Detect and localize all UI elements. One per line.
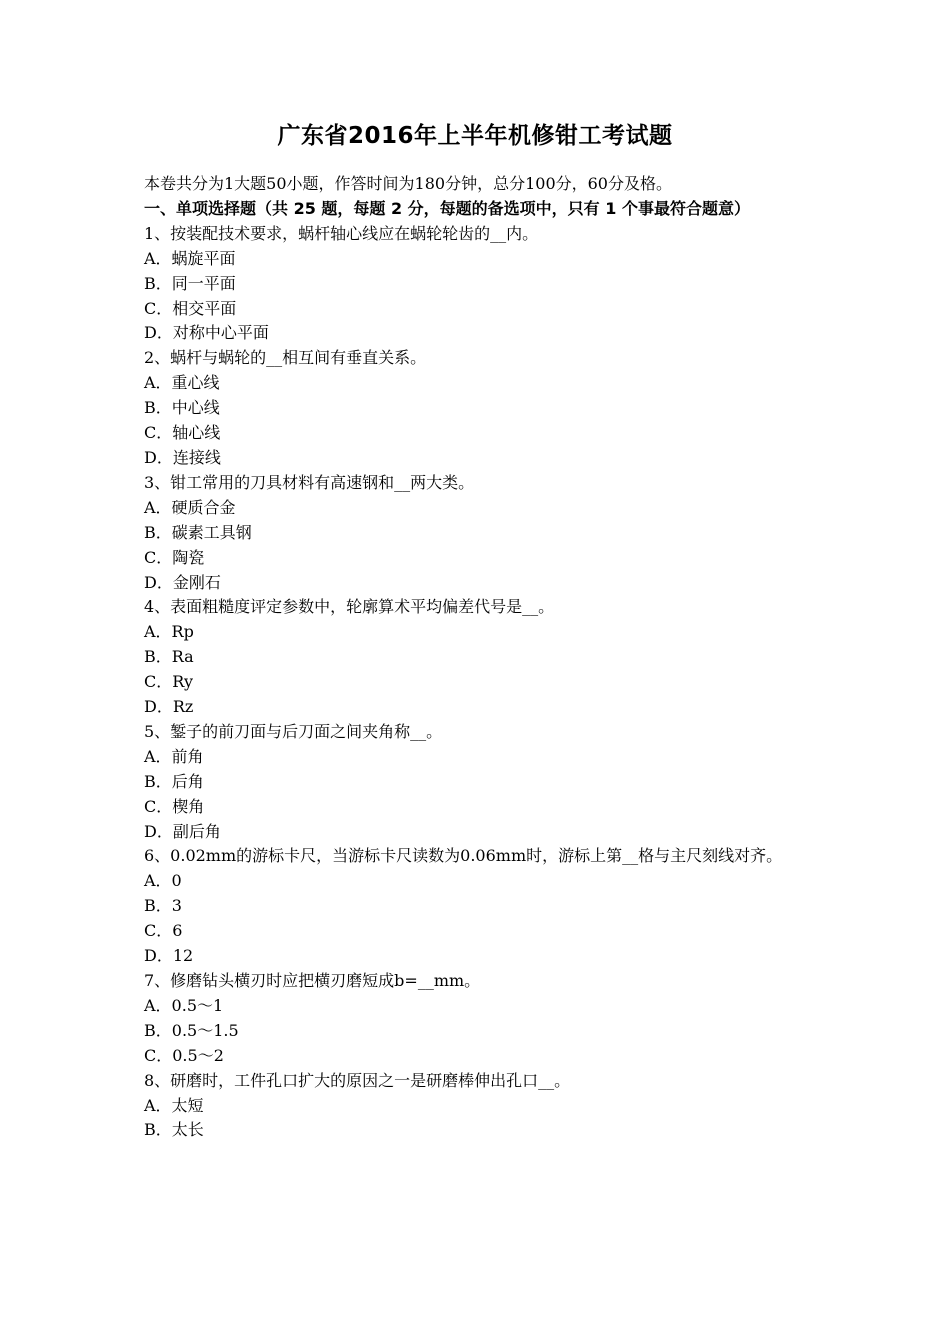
answer-option: B．中心线: [144, 398, 220, 418]
document-body: [144, 172, 810, 1143]
exam-intro: 本卷共分为1大题50小题，作答时间为180分钟，总分100分，60分及格。: [144, 174, 672, 193]
answer-option: B．同一平面: [144, 273, 236, 293]
question-stem: 7、修磨钻头横刃时应把横刃磨短成b=__mm。: [144, 971, 481, 990]
question-block: [144, 346, 810, 471]
question-stem: 6、0.02mm的游标卡尺，当游标卡尺读数为0.06mm时，游标上第__格与主尺刻线对齐。: [144, 846, 783, 866]
answer-option: C．0.5～2: [144, 1045, 224, 1065]
answer-option: C．6: [144, 921, 183, 941]
answer-option: C．轴心线: [144, 423, 221, 443]
question-block: [144, 1069, 810, 1144]
question-block: [144, 222, 810, 347]
question-block: [144, 969, 810, 1069]
question-stem: 4、表面粗糙度评定参数中，轮廓算术平均偏差代号是__。: [144, 597, 555, 617]
answer-option: A．0: [144, 871, 182, 891]
answer-option: A．Rp: [144, 622, 194, 642]
answer-option: B．Ra: [144, 647, 194, 667]
answer-option: D．连接线: [144, 447, 221, 467]
answer-option: B．3: [144, 896, 182, 916]
answer-option: C．陶瓷: [144, 547, 205, 567]
document-title: 广东省2016年上半年机修钳工考试题: [277, 123, 673, 149]
answer-option: D．副后角: [144, 821, 221, 841]
question-block: [144, 595, 810, 720]
question-stem: 8、研磨时，工件孔口扩大的原因之一是研磨棒伸出孔口__。: [144, 1070, 571, 1090]
answer-option: A．前角: [144, 746, 204, 766]
answer-option: D．金刚石: [144, 572, 221, 592]
answer-option: B．0.5～1.5: [144, 1020, 239, 1040]
answer-option: A．蜗旋平面: [144, 248, 236, 268]
question-block: [144, 844, 810, 969]
answer-option: A．太短: [144, 1095, 204, 1115]
question-block: [144, 720, 810, 845]
answer-option: B．太长: [144, 1120, 204, 1140]
answer-option: D．12: [144, 946, 194, 966]
question-stem: 2、蜗杆与蜗轮的__相互间有垂直关系。: [144, 348, 427, 368]
answer-option: A．硬质合金: [144, 497, 236, 517]
question-stem: 3、钳工常用的刀具材料有高速钢和__两大类。: [144, 472, 475, 492]
answer-option: D．对称中心平面: [144, 323, 269, 343]
answer-option: B．碳素工具钢: [144, 522, 252, 542]
question-block: [144, 471, 810, 596]
question-stem: 1、按装配技术要求，蜗杆轴心线应在蜗轮轮齿的__内。: [144, 223, 539, 243]
answer-option: C．Ry: [144, 672, 194, 692]
section-heading: 一、单项选择题（共 25 题，每题 2 分，每题的备选项中，只有 1 个事最符合题意）: [144, 198, 750, 218]
answer-option: B．后角: [144, 771, 204, 791]
answer-option: A．0.5～1: [144, 995, 224, 1015]
answer-option: C．楔角: [144, 796, 205, 816]
answer-option: C．相交平面: [144, 298, 237, 318]
answer-option: D．Rz: [144, 697, 194, 717]
answer-option: A．重心线: [144, 373, 220, 393]
question-stem: 5、錾子的前刀面与后刀面之间夹角称__。: [144, 721, 443, 741]
